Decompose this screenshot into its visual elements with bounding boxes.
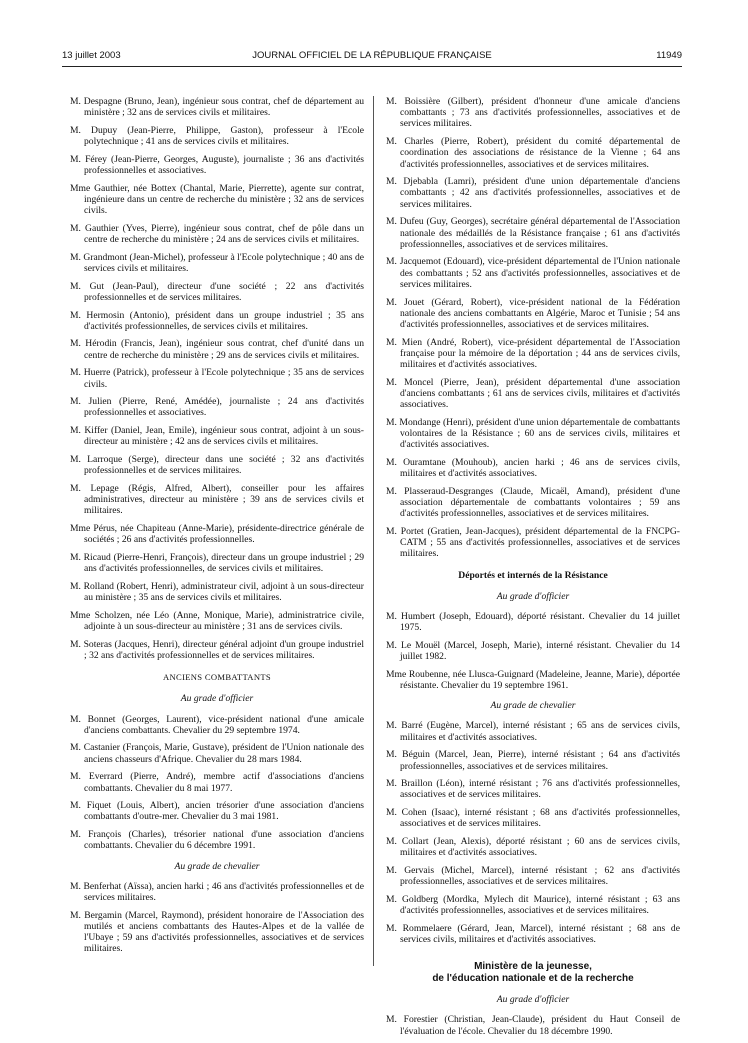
honoree-entry: M. Rolland (Robert, Henri), administrateur civil, adjoint à un sous-directeur au ministère ; 35 ans de services civils et militaires. [70, 580, 364, 604]
honoree-entry: M. Goldberg (Mordka, Mylech dit Maurice), interné résistant ; 63 ans d'activités professionnelles, associatives et de services militaires. [386, 893, 680, 917]
honoree-entry: M. Cohen (Isaac), interné résistant ; 68 ans d'activités professionnelles, associatives et de services militaires. [386, 807, 680, 830]
honoree-entry: M. Boissière (Gilbert), président d'honneur d'une amicale d'anciens combattants ; 73 ans d'activités professionnelles, associatives et de services militaires. [386, 96, 680, 130]
header-date: 13 juillet 2003 [62, 50, 121, 61]
honoree-entry: M. Larroque (Serge), directeur dans une société ; 32 ans d'activités professionnelles et de services militaires. [70, 454, 364, 477]
honoree-entry: Mme Scholzen, née Léo (Anne, Monique, Marie), administratrice civile, adjointe à un sous-directeur au ministère ; 31 ans de services civils. [70, 609, 364, 633]
ministry-heading-line1: Ministère de la jeunesse, [474, 961, 592, 973]
honoree-entry: M. Kiffer (Daniel, Jean, Emile), ingénieur sous contrat, adjoint à un sous-directeur au ministère ; 42 ans de services civils et militaires. [70, 425, 364, 448]
honoree-entry: M. Portet (Gratien, Jean-Jacques), président départemental de la FNCPG-CATM ; 55 ans d'activités professionnelles, associatives et de services militaires. [386, 526, 680, 560]
honoree-entry: M. Gut (Jean-Paul), directeur d'une société ; 22 ans d'activités professionnelles et de services militaires. [70, 280, 364, 303]
grade-heading-officier: Au grade d'officier [496, 994, 570, 1006]
honoree-entry: M. Mondange (Henri), président d'une union départementale de combattants volontaires de la Résistance ; 60 ans de services civils, militaires et d'activités associatives. [386, 416, 680, 451]
honoree-entry: M. Fiquet (Louis, Albert), ancien trésorier d'une association d'anciens combattants d'outre-mer. Chevalier du 3 mai 1981. [70, 800, 364, 823]
honoree-entry: M. Grandmont (Jean-Michel), professeur à l'Ecole polytechnique ; 40 ans de services civils et militaires. [70, 251, 364, 274]
honoree-entry: M. Forestier (Christian, Jean-Claude), président du Haut Conseil de l'évaluation de l'école. Chevalier du 18 décembre 1990. [386, 1014, 680, 1037]
honoree-entry: M. Jacquemot (Edouard), vice-président départemental de l'Union nationale des combattants ; 52 ans d'activités professionnelles, associatives et de services militaires. [386, 256, 680, 290]
honoree-entry: M. Soteras (Jacques, Henri), directeur général adjoint d'un groupe industriel ; 32 ans d'activités professionnelles et de services militaires. [70, 638, 364, 661]
honoree-entry: M. Lepage (Régis, Alfred, Albert), conseiller pour les affaires administratives, directeur au ministère ; 39 ans de services civils et militaires. [70, 482, 364, 517]
ministry-heading [386, 961, 680, 985]
honoree-entry: M. Hérodin (Francis, Jean), ingénieur sous contrat, chef d'unité dans un centre de recherche du ministère ; 29 ans de services civils et militaires. [70, 338, 364, 361]
honoree-entry: M. Djebabla (Lamri), président d'une union départementale d'anciens combattants ; 42 ans d'activités professionnelles, associatives et de services militaires. [386, 176, 680, 210]
honoree-entry: M. Castanier (François, Marie, Gustave), président de l'Union nationale des anciens chasseurs d'Afrique. Chevalier du 28 mars 1984. [70, 742, 364, 765]
entry-list [70, 714, 364, 852]
entry-list [70, 881, 364, 955]
entry-list [70, 96, 364, 661]
entry-list [386, 1014, 680, 1036]
ministry-heading-line2: de l'éducation nationale et de la recherche [432, 973, 634, 985]
honoree-entry: M. Jouet (Gérard, Robert), vice-président national de la Fédération nationale des anciens combattants en Algérie, Maroc et Tunisie ; 54 ans d'activités professionnelles, associatives et de services militaires. [386, 296, 680, 330]
honoree-entry: Mme Gauthier, née Bottex (Chantal, Marie, Pierrette), agente sur contrat, ingénieure dans un centre de recherche du ministère ; 32 ans de services civils. [70, 182, 364, 217]
grade-heading-chevalier: Au grade de chevalier [490, 700, 576, 712]
honoree-entry: M. Ricaud (Pierre-Henri, François), directeur dans un groupe industriel ; 29 ans d'activités professionnelles, de services civils et militaires. [70, 552, 364, 575]
honoree-entry: M. Le Mouël (Marcel, Joseph, Marie), interné résistant. Chevalier du 14 juillet 1982. [386, 639, 680, 663]
right-column [386, 96, 680, 1043]
honoree-entry: M. Hermosin (Antonio), président dans un groupe industriel ; 35 ans d'activités professionnelles, de services civils et militaires. [70, 309, 364, 332]
grade-heading-officier: Au grade d'officier [496, 590, 570, 602]
section-heading-anciens-combattants: ANCIENS COMBATTANTS [163, 672, 271, 683]
honoree-entry: M. Bonnet (Georges, Laurent), vice-président national d'une amicale d'anciens combattants. Chevalier du 29 septembre 1974. [70, 713, 364, 736]
left-column [70, 96, 364, 961]
honoree-entry: M. Gervais (Michel, Marcel), interné résistant ; 62 ans d'activités professionnelles, associatives et de services militaires. [386, 864, 680, 888]
honoree-entry: M. Férey (Jean-Pierre, Georges, Auguste), journaliste ; 36 ans d'activités professionnelles et associatives. [70, 153, 364, 177]
honoree-entry: M. Everrard (Pierre, André), membre actif d'associations d'anciens combattants. Chevalier du 8 mai 1977. [70, 771, 364, 794]
grade-heading-chevalier: Au grade de chevalier [174, 860, 260, 872]
honoree-entry: Mme Pérus, née Chapiteau (Anne-Marie), présidente-directrice générale de sociétés ; 26 ans d'activités professionnelles. [70, 523, 364, 546]
honoree-entry: M. Benferhat (Aïssa), ancien harki ; 46 ans d'activités professionnelles et de services militaires. [70, 880, 364, 903]
honoree-entry: M. Huerre (Patrick), professeur à l'Ecole polytechnique ; 35 ans de services civils. [70, 367, 364, 390]
column-divider [373, 96, 374, 966]
honoree-entry: M. Gauthier (Yves, Pierre), ingénieur sous contrat, chef de pôle dans un centre de recherche du ministère ; 24 ans de services civils et militaires. [70, 222, 364, 246]
entry-list [386, 611, 680, 691]
page-number: 11949 [656, 50, 682, 61]
page-header [62, 50, 682, 64]
grade-heading-officier: Au grade d'officier [180, 693, 254, 705]
honoree-entry: M. Ouramtane (Mouhoub), ancien harki ; 46 ans de services civils, militaires et d'activités associatives. [386, 456, 680, 480]
honoree-entry: M. Charles (Pierre, Robert), président du comité départemental de coordination des associations de résistance de la Vienne ; 64 ans d'activités professionnelles, associatives et de services militaires. [386, 136, 680, 170]
honoree-entry: M. François (Charles), trésorier national d'une association d'anciens combattants. Chevalier du 6 décembre 1991. [70, 829, 364, 852]
honoree-entry: M. Moncel (Pierre, Jean), président départemental d'une association d'anciens combattants ; 61 ans de services civils, militaires et d'activités associatives. [386, 376, 680, 411]
header-rule [62, 66, 682, 67]
honoree-entry: M. Bergamin (Marcel, Raymond), président honoraire de l'Association des mutilés et anciens combattants des Hautes-Alpes et de la vallée de l'Ubaye ; 59 ans d'activités professionnelles, associatives et de services militaires. [70, 909, 364, 955]
header-title: JOURNAL OFFICIEL DE LA RÉPUBLIQUE FRANÇAISE [252, 50, 492, 61]
entry-list [386, 720, 680, 945]
honoree-entry: M. Humbert (Joseph, Edouard), déporté résistant. Chevalier du 14 juillet 1975. [386, 611, 680, 634]
honoree-entry: M. Plasseraud-Desgranges (Claude, Micaël, Amand), président d'une association départementale de combattants volontaires ; 59 ans d'activités professionnelles, associatives et de services militaires. [386, 485, 680, 520]
honoree-entry: Mme Roubenne, née Llusca-Guignard (Madeleine, Jeanne, Marie), déportée résistante. Chevalier du 19 septembre 1961. [386, 668, 680, 692]
honoree-entry: M. Collart (Jean, Alexis), déporté résistant ; 60 ans de services civils, militaires et d'activités associatives. [386, 836, 680, 859]
entry-list [386, 96, 680, 560]
honoree-entry: M. Braillon (Léon), interné résistant ; 76 ans d'activités professionnelles, associatives et de services militaires. [386, 778, 680, 801]
honoree-entry: M. Despagne (Bruno, Jean), ingénieur sous contrat, chef de département au ministère ; 32 ans de services civils et militaires. [70, 96, 364, 119]
honoree-entry: M. Barré (Eugène, Marcel), interné résistant ; 65 ans de services civils, militaires et d'activités associatives. [386, 720, 680, 743]
honoree-entry: M. Julien (Pierre, René, Amédée), journaliste ; 24 ans d'activités professionnelles et associatives. [70, 396, 364, 419]
honoree-entry: M. Béguin (Marcel, Jean, Pierre), interné résistant ; 64 ans d'activités professionnelles, associatives et de services militaires. [386, 749, 680, 772]
section-heading-deportes: Déportés et internés de la Résistance [458, 569, 608, 581]
honoree-entry: M. Dufeu (Guy, Georges), secrétaire général départemental de l'Association nationale des médaillés de la Résistance française ; 61 ans d'activités professionnelles, associatives et de services militaires. [386, 216, 680, 250]
honoree-entry: M. Mien (André, Robert), vice-président départemental de l'Association française pour la mémoire de la déportation ; 44 ans de services civils, militaires et d'activités associatives. [386, 336, 680, 371]
honoree-entry: M. Rommelaere (Gérard, Jean, Marcel), interné résistant ; 68 ans de services civils, militaires et d'activités associatives. [386, 922, 680, 945]
honoree-entry: M. Dupuy (Jean-Pierre, Philippe, Gaston), professeur à l'Ecole polytechnique ; 41 ans de services civils et militaires. [70, 124, 364, 148]
